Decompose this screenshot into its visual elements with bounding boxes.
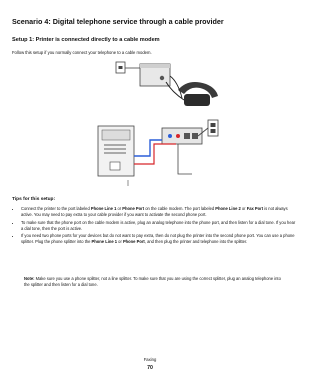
phone-port-device-icon xyxy=(162,128,202,144)
note-paragraph xyxy=(24,276,286,288)
note-label: Note: xyxy=(24,276,35,281)
tip-item: • Connect the printer to the port labeled Phone Line 1 or Phone Port on the cable modem. The port labeled Phone Line 2 or Fax Port is not always active. You may need to pay extra to your cable provider if you want to activate the second phone port. xyxy=(21,206,297,218)
intro-paragraph: Follow this setup if you normally connect your telephone to a cable modem. xyxy=(12,50,152,55)
tip-item: • If you need two phone ports for your devices but do not want to pay extra, then do not plug the printer into the second phone port. You can use a phone splitter. Plug the phone splitter into the Phone Line 1 or Phone Port, and then plug the printer and telephone into the splitter. xyxy=(21,233,297,245)
cable-modem-icon xyxy=(140,64,170,86)
footer-section-label: Faxing xyxy=(143,357,157,362)
page-number: 70 xyxy=(147,365,153,371)
wall-outlet-icon xyxy=(208,120,218,136)
note-text: Make sure you use a phone splitter, not a line splitter. To make sure that you are using the correct splitter, plug an analog telephone into the splitter and then listen for a dial tone. xyxy=(24,276,281,288)
setup-diagram xyxy=(70,60,240,187)
tips-list xyxy=(12,206,297,247)
wall-jack-top-icon xyxy=(116,62,125,73)
page-title: Scenario 4: Digital telephone service through a cable provider xyxy=(12,17,224,26)
section-subtitle: Setup 1: Printer is connected directly to a cable modem xyxy=(12,37,160,43)
tips-heading: Tips for this setup: xyxy=(12,197,56,202)
tip-item: • To make sure that the phone port on the cable modem is active, plug an analog telephone into the phone port, and then listen for a dial tone. If you hear a dial tone, then the port is active. xyxy=(21,220,297,232)
printer-icon xyxy=(98,126,134,176)
telephone-icon xyxy=(166,82,218,106)
